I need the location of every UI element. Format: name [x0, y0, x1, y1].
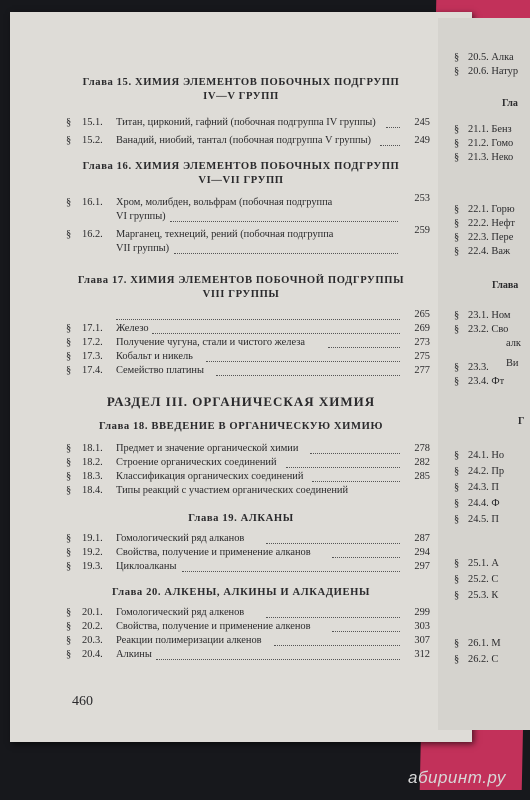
toc-entry	[10, 484, 430, 498]
section-sign: §	[454, 654, 460, 665]
section-number: 20.6.	[468, 66, 489, 77]
section-title: Нефт	[491, 218, 515, 229]
page-number: 297	[414, 561, 430, 572]
page-number: 273	[414, 337, 430, 348]
toc-entry	[10, 634, 430, 648]
section-title: Алкины	[116, 649, 152, 660]
section-sign: §	[454, 246, 460, 257]
section-title-continued: VII группы)	[116, 243, 170, 254]
section-sign: §	[66, 351, 72, 362]
section-sign: §	[66, 457, 72, 468]
section-title: Пере	[491, 232, 514, 243]
section-sign: §	[66, 635, 72, 646]
toc-entry	[10, 532, 430, 546]
section-title: Титан, цирконий, гафний (побочная подгруппа IV группы)	[116, 117, 376, 128]
toc-entry	[10, 470, 430, 484]
section-number: 25.3.	[468, 590, 489, 601]
toc-entry	[454, 590, 498, 601]
section-title: Реакции полимеризации алкенов	[116, 635, 262, 646]
section-number: 26.1.	[468, 638, 489, 649]
toc-entry	[10, 134, 430, 148]
section-sign: §	[66, 533, 72, 544]
chapter-heading: Гла	[502, 98, 518, 109]
section-sign: §	[454, 482, 460, 493]
section-sign: §	[454, 362, 460, 373]
toc-entry	[10, 322, 430, 336]
page-number: 312	[414, 649, 430, 660]
section-number: 23.4.	[468, 376, 489, 387]
section-sign: §	[454, 66, 460, 77]
section-number: 19.2.	[82, 547, 103, 558]
section-title-continued: VI группы)	[116, 211, 166, 222]
toc-entry-continued: Ви	[506, 358, 519, 369]
page-number: 259	[414, 225, 430, 236]
chapter-heading: Г	[518, 416, 525, 427]
section-title: Натур	[491, 66, 519, 77]
section-number: 24.4.	[468, 498, 489, 509]
section-title: А	[491, 558, 499, 569]
toc-entry	[10, 308, 430, 322]
section-number: 24.3.	[468, 482, 489, 493]
dot-leader	[332, 631, 400, 632]
section-sign: §	[66, 365, 72, 376]
section-sign: §	[454, 450, 460, 461]
toc-entry	[10, 225, 430, 256]
section-sign: §	[66, 471, 72, 482]
section-sign: §	[454, 324, 460, 335]
section-number: 18.4.	[82, 485, 103, 496]
page-number: 245	[414, 117, 430, 128]
toc-entry	[454, 310, 510, 321]
section-number: 23.2.	[468, 324, 489, 335]
section-number: 24.1.	[468, 450, 489, 461]
toc-entry	[454, 204, 515, 215]
section-number: 21.3.	[468, 152, 489, 163]
section-title: Железо	[116, 323, 149, 334]
chapter-heading: Глава	[492, 280, 519, 291]
section-number: 21.1.	[468, 124, 489, 135]
page-number: 253	[414, 193, 430, 204]
toc-entry	[10, 456, 430, 470]
toc-entry	[454, 124, 512, 135]
section-title: Ф	[491, 498, 500, 509]
section-sign: §	[454, 376, 460, 387]
section-title: Пр	[491, 466, 505, 477]
section-title: П	[491, 482, 499, 493]
section-number: 21.2.	[468, 138, 489, 149]
page-number: 278	[414, 443, 430, 454]
page-number-folio: 460	[72, 694, 93, 709]
chapter-heading: Глава 16. ХИМИЯ ЭЛЕМЕНТОВ ПОБОЧНЫХ ПОДГРУПП	[82, 161, 400, 172]
section-number: 19.1.	[82, 533, 103, 544]
section-title: Кобальт и никель	[116, 351, 193, 362]
chapter-heading: Глава 17. ХИМИЯ ЭЛЕМЕНТОВ ПОБОЧНОЙ ПОДГРУППЫ	[77, 275, 405, 286]
section-title: Гомологический ряд алкенов	[116, 607, 245, 618]
section-title: С	[491, 574, 499, 585]
section-number: 19.3.	[82, 561, 103, 572]
section-number: 25.2.	[468, 574, 489, 585]
section-title: Бенз	[491, 124, 512, 135]
section-sign: §	[66, 323, 72, 334]
dot-leader	[286, 467, 400, 468]
dot-leader	[116, 319, 400, 320]
dot-leader	[332, 557, 400, 558]
section-sign: §	[454, 52, 460, 63]
section-number: 16.2.	[82, 229, 103, 240]
dot-leader	[216, 375, 400, 376]
chapter-heading: Глава 18. ВВЕДЕНИЕ В ОРГАНИЧЕСКУЮ ХИМИЮ	[98, 421, 383, 432]
chapter-heading: Глава 20. АЛКЕНЫ, АЛКИНЫ И АЛКАДИЕНЫ	[112, 587, 370, 598]
toc-entry	[454, 498, 500, 509]
section-sign: §	[66, 337, 72, 348]
toc-entry	[10, 648, 430, 662]
toc-entry	[454, 450, 504, 461]
right-page	[438, 18, 530, 730]
chapter-heading: Глава 19. АЛКАНЫ	[188, 513, 294, 524]
toc-entry	[454, 138, 513, 149]
toc-entry	[454, 324, 508, 335]
toc-entry	[454, 246, 510, 257]
toc-entry	[454, 654, 498, 665]
section-sign: §	[454, 138, 460, 149]
section-sign: §	[66, 135, 72, 146]
toc-entry	[454, 232, 513, 243]
section-number: 25.1.	[468, 558, 489, 569]
dot-leader	[182, 571, 400, 572]
chapter-heading-subtitle: VI—VII ГРУПП	[198, 175, 284, 186]
section-title: Важ	[491, 246, 511, 257]
section-title: Сво	[491, 324, 509, 335]
section-sign: §	[66, 229, 72, 240]
dot-leader	[380, 145, 400, 146]
section-sign: §	[454, 310, 460, 321]
section-title: Строение органических соединений	[116, 457, 277, 468]
section-sign: §	[454, 558, 460, 569]
page-number: 294	[414, 547, 430, 558]
section-title: Гомо	[491, 138, 514, 149]
toc-entry	[10, 350, 430, 364]
page-number: 285	[414, 471, 430, 482]
section-number: 20.4.	[82, 649, 103, 660]
section-title: Семейство платины	[116, 365, 204, 376]
section-title: Марганец, технеций, рений (побочная подгруппа	[116, 229, 334, 240]
section-title: Ном	[491, 310, 511, 321]
section-title: Фт	[491, 376, 505, 387]
toc-entry	[454, 66, 518, 77]
section-sign: §	[66, 443, 72, 454]
dot-leader	[312, 481, 400, 482]
section-number: 22.4.	[468, 246, 489, 257]
dot-leader	[266, 617, 400, 618]
toc-entry	[10, 560, 430, 574]
section-title: Гомологический ряд алканов	[116, 533, 245, 544]
dot-leader	[310, 453, 400, 454]
dot-leader	[152, 333, 400, 334]
section-sign: §	[66, 649, 72, 660]
section-sign: §	[454, 590, 460, 601]
section-number: 17.4.	[82, 365, 103, 376]
dot-leader	[206, 361, 400, 362]
section-sign: §	[454, 232, 460, 243]
section-sign: §	[454, 218, 460, 229]
toc-entry	[10, 620, 430, 634]
page-number: 303	[414, 621, 430, 632]
section-title: Свойства, получение и применение алканов	[116, 547, 311, 558]
page-number: 307	[414, 635, 430, 646]
toc-entry	[454, 574, 498, 585]
section-number: 17.1.	[82, 323, 103, 334]
section-number: 18.2.	[82, 457, 103, 468]
section-sign: §	[454, 152, 460, 163]
section-title: М	[491, 638, 501, 649]
section-title: К	[491, 590, 499, 601]
section-sign: §	[66, 117, 72, 128]
dot-leader	[174, 253, 398, 254]
section-number: 17.2.	[82, 337, 103, 348]
section-sign: §	[66, 607, 72, 618]
section-title: Предмет и значение органической химии	[116, 443, 299, 454]
page-number: 249	[414, 135, 430, 146]
section-sign: §	[66, 561, 72, 572]
toc-entry	[454, 376, 504, 387]
toc-entry	[454, 514, 499, 525]
section-number: 16.1.	[82, 197, 103, 208]
section-number: 26.2.	[468, 654, 489, 665]
toc-entry	[454, 152, 513, 163]
dot-leader	[386, 127, 400, 128]
section-title: Свойства, получение и применение алкенов	[116, 621, 311, 632]
section-number: 24.2.	[468, 466, 489, 477]
chapter-heading: Глава 15. ХИМИЯ ЭЛЕМЕНТОВ ПОБОЧНЫХ ПОДГРУПП	[82, 77, 400, 88]
page-number: 282	[414, 457, 430, 468]
section-number: 20.5.	[468, 52, 489, 63]
section-title: Классификация органических соединений	[116, 471, 304, 482]
section-number: 22.3.	[468, 232, 489, 243]
toc-entry	[10, 116, 430, 130]
dot-leader	[170, 221, 398, 222]
section-title: Горю	[491, 204, 515, 215]
section-sign: §	[454, 574, 460, 585]
section-number: 24.5.	[468, 514, 489, 525]
section-title: Алка	[491, 52, 514, 63]
section-sign: §	[454, 466, 460, 477]
dot-leader	[266, 543, 400, 544]
section-sign: §	[454, 498, 460, 509]
section-sign: §	[454, 514, 460, 525]
toc-entry	[454, 52, 514, 63]
page-number: 299	[414, 607, 430, 618]
section-number: 20.3.	[82, 635, 103, 646]
toc-entry	[10, 606, 430, 620]
dot-leader	[274, 645, 400, 646]
section-number: 22.2.	[468, 218, 489, 229]
toc-entry	[10, 336, 430, 350]
section-title: Но	[491, 450, 505, 461]
section-title: Получение чугуна, стали и чистого железа	[116, 337, 305, 348]
section-number: 23.1.	[468, 310, 489, 321]
toc-entry	[454, 218, 515, 229]
section-sign: §	[66, 197, 72, 208]
section-title: Типы реакций с участием органических соединений	[116, 485, 349, 496]
chapter-heading-subtitle: IV—V ГРУПП	[203, 91, 279, 102]
section-number: 22.1.	[468, 204, 489, 215]
page-number: 275	[414, 351, 430, 362]
section-number: 15.1.	[82, 117, 103, 128]
section-sign: §	[454, 124, 460, 135]
section-number: 18.3.	[82, 471, 103, 482]
page-number: 269	[414, 323, 430, 334]
section-title: Ванадий, ниобий, тантал (побочная подгруппа V группы)	[116, 135, 372, 146]
section-number: 15.2.	[82, 135, 103, 146]
section-number: 17.3.	[82, 351, 103, 362]
toc-entry	[10, 193, 430, 224]
section-title: Неко	[491, 152, 514, 163]
section-sign: §	[454, 638, 460, 649]
toc-entry	[454, 362, 489, 373]
toc-entry	[454, 466, 504, 477]
part-heading: РАЗДЕЛ III. ОРГАНИЧЕСКАЯ ХИМИЯ	[106, 394, 376, 409]
section-number: 18.1.	[82, 443, 103, 454]
section-title: С	[491, 654, 499, 665]
watermark: абиринт.ру	[408, 768, 506, 787]
section-sign: §	[66, 621, 72, 632]
section-title: Хром, молибден, вольфрам (побочная подгруппа	[116, 197, 333, 208]
toc-entry-continued: алк	[506, 338, 521, 349]
toc-entry	[454, 558, 499, 569]
section-sign: §	[66, 547, 72, 558]
toc-entry	[454, 482, 499, 493]
page-number: 277	[414, 365, 430, 376]
section-title: Циклоалканы	[116, 561, 177, 572]
section-title: П	[491, 514, 499, 525]
toc-entry	[10, 546, 430, 560]
page-number: 265	[414, 309, 430, 320]
section-sign: §	[66, 485, 72, 496]
left-page	[10, 12, 472, 742]
page-number: 287	[414, 533, 430, 544]
toc-entry	[10, 442, 430, 456]
dot-leader	[328, 347, 400, 348]
section-sign: §	[454, 204, 460, 215]
toc-entry	[454, 638, 501, 649]
section-number: 20.1.	[82, 607, 103, 618]
toc-entry	[10, 364, 430, 378]
section-number: 20.2.	[82, 621, 103, 632]
chapter-heading-subtitle: VIII ГРУППЫ	[202, 289, 280, 300]
dot-leader	[156, 659, 400, 660]
section-number: 23.3.	[468, 362, 489, 373]
